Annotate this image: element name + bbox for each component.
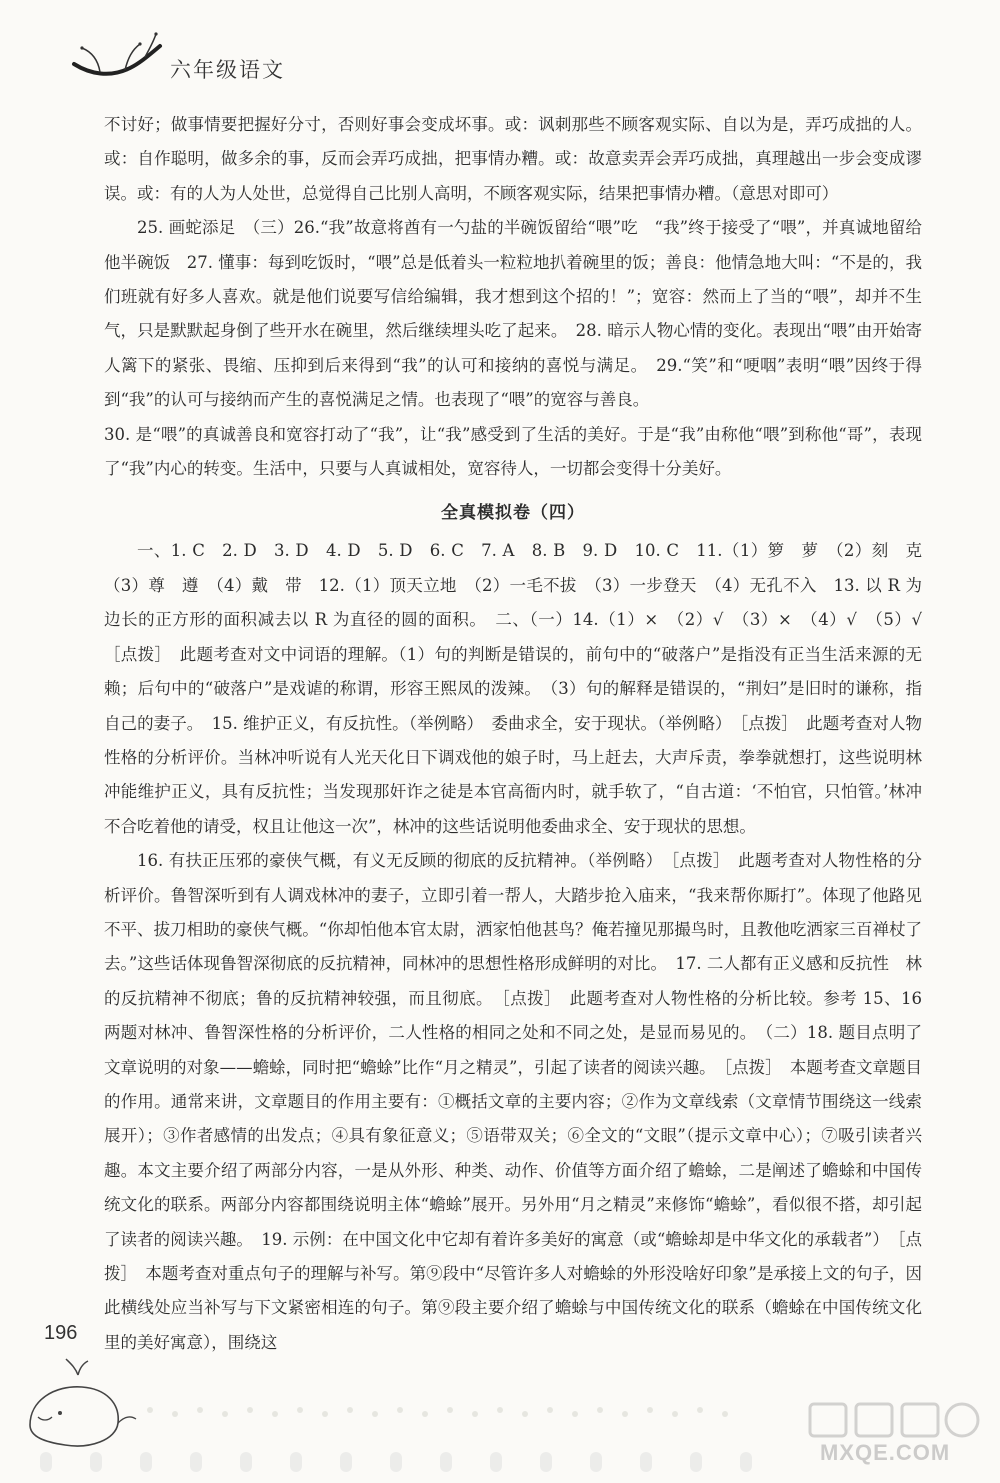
watermark-logo — [800, 1400, 990, 1480]
answer-text-body — [104, 108, 939, 1360]
section-title: 全真模拟卷（四） — [441, 503, 585, 524]
answer-paragraph: 30. 是“喂”的真诚善良和宽容打动了“我”，让“我”感受到了生活的美好。于是“我”由称他“喂”到称他“哥”，表现了“我”内心的转变。生活中，只要与人真诚相处，宽容待人，一切都会变得十分美好。 — [104, 424, 922, 479]
page-number: 196 — [44, 1322, 78, 1344]
watermark-badge-icon — [800, 1400, 990, 1440]
answer-paragraph: 25. 画蛇添足 （三）26.“我”故意将酋有一勺盐的半碗饭留给“喂”吃 “我”终于接受了“喂”，并真诚地留给他半碗饭 27. 懂事：每到吃饭时，“喂”总是低着头一粒粒地扒着碗里的饭；善良：他情急地大叫：“不是的，我们班就有好多人喜欢。就是他们说要写信给编辑，我才想到这个招的！”；宽容：然而上了当的“喂”，却并不生气，只是默默起身倒了些开水在碗里，然后继续埋头吃了起来。 28. 暗示人物心情的变化。表现出“喂”由开始寄人篱下的紧张、畏缩、压抑到后来得到“我”的认可和接纳的喜悦与满足。 29.“笑”和“哽咽”表明“喂”因终于得到“我”的认可与接纳而产生的喜悦满足之情。也表现了“喂”的宽容与善良。 — [104, 218, 922, 410]
page-header-title: 六年级语文 — [170, 58, 285, 82]
answer-paragraph: 一、1. C 2. D 3. D 4. D 5. D 6. C 7. A 8. B 9. D 10. C 11.（1）箩 萝 （2）刻 克 （3）尊 遵 （4）戴 带 12.（1）顶天立地 （2）一毛不拔 （3）一步登天 （4）无孔不入 13. 以 R 为边长的正方形的面积减去以 R 为直径的圆的面积。 二、（一）14.（1）× （2）√ （3）× （4）√ （5）√ ［点拨］ 此题考查对文中词语的理解。（1）句的判断是错误的，前句中的“破落户”是指没有正当生活来源的无赖；后句中的“破落户”是戏谑的称谓，形容王熙凤的泼辣。 （3）句的解释是错误的，“荆妇”是旧时的谦称，指自己的妻子。 15. 维护正义，有反抗性。（举例略） 委曲求全，安于现状。（举例略） ［点拨］ 此题考查对人物性格的分析评价。当林冲听说有人光天化日下调戏他的娘子时，马上赶去，大声斥责，拳拳就想打，这些说明林冲能维护正义，具有反抗性；当发现那奸诈之徒是本官高衙内时，就手软了，“自古道：‘不怕官，只怕管。’林冲不合吃着他的请受，权且让他这一次”，林冲的这些话说明他委曲求全、安于现状的思想。 — [104, 541, 939, 836]
answer-paragraph: 16. 有扶正压邪的豪侠气概，有义无反顾的彻底的反抗精神。（举例略） ［点拨］ 此题考查对人物性格的分析评价。鲁智深听到有人调戏林冲的妻子，立即引着一帮人，大踏步抢入庙来，“我来帮你厮打”。体现了他路见不平、拔刀相助的豪侠气概。“你却怕他本官太尉，洒家怕他甚鸟？俺若撞见那撮鸟时，且教他吃洒家三百禅杖了去。”这些话体现鲁智深彻底的反抗精神，同林冲的思想性格形成鲜明的对比。 17. 二人都有正义感和反抗性 林的反抗精神不彻底；鲁的反抗精神较强，而且彻底。 ［点拨］ 此题考查对人物性格的分析比较。参考 15、16 两题对林冲、鲁智深性格的分析评价，二人性格的相同之处和不同之处，是显而易见的。 （二）18. 题目点明了文章说明的对象——蟾蜍，同时把“蟾蜍”比作“月之精灵”，引起了读者的阅读兴趣。 ［点拨］ 本题考查文章题目的作用。通常来讲，文章题目的作用主要有：①概括文章的主要内容；②作为文章线索（文章情节围绕这一线索展开）；③作者感情的出发点；④具有象征意义；⑤语带双关；⑥全文的“文眼”（提示文章中心）；⑦吸引读者兴趣。本文主要介绍了两部分内容，一是从外形、种类、动作、价值等方面介绍了蟾蜍，二是阐述了蟾蜍和中国传统文化的联系。两部分内容都围绕说明主体“蟾蜍”展开。另外用“月之精灵”来修饰“蟾蜍”，看似很不搭，却引起了读者的阅读兴趣。 19. 示例：在中国文化中它却有着许多美好的寓意（或“蟾蜍却是中华文化的承载者”） ［点拨］ 本题考查对重点句子的理解与补写。第⑨段中“尽管许多人对蟾蜍的外形没啥好印象”是承接上文的句子，因此横线处应当补写与下文紧密相连的句子。第⑨段主要介绍了蟾蜍与中国传统文化的联系（蟾蜍在中国传统文化里的美好寓意），围绕这 — [104, 851, 922, 1352]
footer-dots-decoration — [0, 1400, 800, 1480]
answer-paragraph: 不讨好；做事情要把握好分寸，否则好事会变成坏事。或：讽刺那些不顾客观实际、自以为是，弄巧成拙的人。或：自作聪明，做多余的事，反而会弄巧成拙，把事情办糟。或：故意卖弄会弄巧成拙，真理越出一步会变成谬误。或：有的人为人处世，总觉得自己比别人高明，不顾客观实际，结果把事情办糟。（意思对即可） — [104, 115, 922, 203]
branch-decoration-icon — [70, 30, 165, 85]
watermark-text: MXQE.COM — [820, 1440, 951, 1465]
page-header — [70, 30, 370, 90]
